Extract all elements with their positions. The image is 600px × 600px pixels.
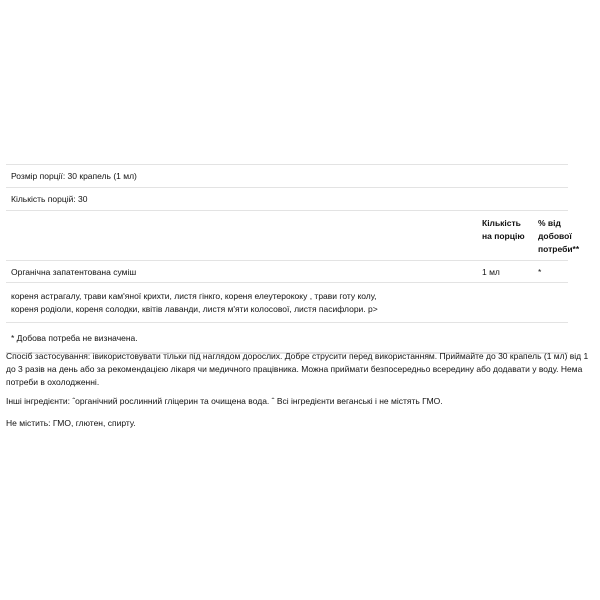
- servings-per-container: Кількість порцій: 30: [11, 194, 88, 204]
- blend-name: Органічна запатентована суміш: [11, 267, 137, 277]
- servings-row: [6, 188, 568, 210]
- free-from: Не містить: ГМО, глютен, спирту.: [6, 418, 136, 428]
- usage-instructions: Спосіб застосування: івикористовувати тільки під наглядом дорослих. Добре струсити перед використанням. Приймайте до 30 крапель (1 мл) від 1 до 3 разів на день або за рекомендацією лікаря чи медичного працівника. Можна приймати безпосередньо всередину або додавати у воду. Нема потреби в охолодженні.: [6, 351, 589, 387]
- supplement-facts-table: [6, 164, 580, 354]
- serving-size-row: [6, 165, 568, 188]
- serving-size: Розмір порції: 30 крапель (1 мл): [11, 171, 137, 181]
- blend-row: [6, 261, 568, 283]
- blend-ingredients: [11, 290, 479, 316]
- amount-per-serving-header: Кількість на порцію: [482, 218, 525, 241]
- column-header-row: [6, 210, 580, 261]
- blend-amount: 1 мл: [482, 267, 500, 277]
- daily-value-header: % від добової потреби**: [538, 218, 580, 254]
- blend-ingredients-line-2: кореня родіоли, кореня солодки, квітів лаванди, листя м'яти колосової, листя пасифлори. p>: [11, 304, 378, 314]
- blend-daily-value: *: [538, 267, 542, 277]
- daily-value-footnote: * Добова потреба не визначена.: [11, 333, 138, 343]
- other-ingredients: Інші інгредієнти: ˆорганічний рослинний гліцерин та очищена вода. ˆ Всі інгредієнти веганські і не містять ГМО.: [6, 396, 443, 406]
- blend-ingredients-line-1: кореня астрагалу, трави кам'яної крихти, листя гінкго, кореня елеутерококу , трави готу колу,: [11, 291, 377, 301]
- blend-ingredients-row: [6, 283, 568, 323]
